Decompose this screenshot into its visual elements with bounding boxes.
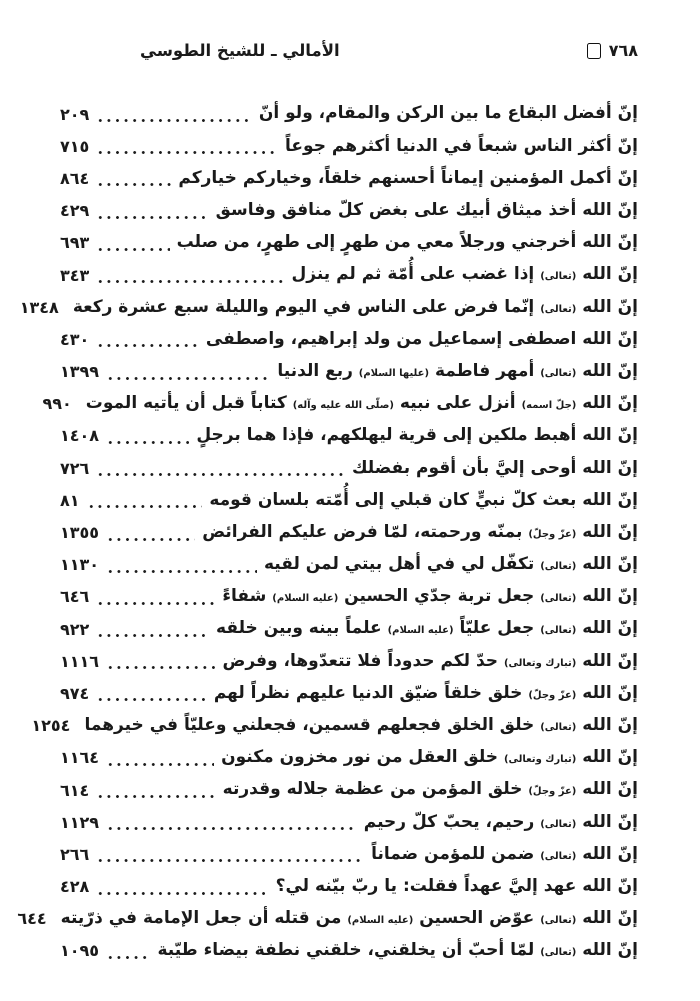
dot-leader — [96, 183, 171, 186]
dot-leader — [106, 441, 189, 444]
toc-entry-text: إنّ الله (تعالى) إنّما فرض على الناس في اليوم والليلة سبع عشرة ركعة — [72, 296, 638, 317]
toc-entry-page-number: ٤٣٠ — [60, 329, 90, 349]
book-title: الأمالي ـ للشيخ الطوسي — [140, 40, 340, 60]
toc-entry — [60, 645, 638, 677]
toc-entry — [60, 838, 638, 870]
dot-leader — [96, 698, 207, 701]
dot-leader — [106, 763, 214, 766]
dot-leader — [96, 344, 199, 347]
page-header — [60, 36, 638, 64]
toc-entry-text: إنّ الله (تعالى) عوّض الحسين (عليه السلام) من قتله أن جعل الإمامة في ذرّيته — [60, 908, 638, 929]
toc-entry — [60, 742, 638, 774]
toc-entry — [60, 613, 638, 645]
toc-entry-text: إنّ الله أوحى إليَّ بأن أقوم بفضلك — [351, 457, 638, 478]
toc-entry — [60, 677, 638, 709]
dot-leader — [106, 827, 357, 830]
toc-entry — [60, 806, 638, 838]
toc-entry — [60, 356, 638, 388]
toc-entry-text: إنّ الله (تعالى) لمّا أحبّ أن يخلقني، خلقني نطفة بيضاء طيّبة — [157, 940, 638, 961]
toc-entry — [60, 195, 638, 227]
toc-entry — [60, 130, 638, 162]
toc-entry — [60, 452, 638, 484]
dot-leader — [96, 473, 345, 476]
toc-entry-page-number: ١١١٦ — [60, 651, 100, 671]
dot-leader — [96, 795, 215, 798]
toc-entry-page-number: ١١٣٠ — [60, 555, 100, 575]
toc-entry-text: إنّ الله (عزّ وجلّ) خلق المؤمن من عظمة جلاله وقدرته — [222, 779, 638, 800]
toc-entry-text: إنّ الله أهبط ملكين إلى قرية ليهلكهم، فإذا هما برجلٍ — [196, 425, 638, 446]
toc-entry-text: إنّ الله اصطفى إسماعيل من ولد إبراهيم، واصطفى — [205, 328, 638, 349]
toc-entry-page-number: ٦١٤ — [60, 780, 90, 800]
toc-entry — [60, 323, 638, 355]
dot-leader — [106, 956, 150, 959]
toc-list — [17, 98, 638, 967]
toc-entry-page-number: ٢٦٦ — [60, 844, 90, 864]
toc-entry — [17, 903, 638, 935]
toc-entry-page-number: ٦٤٤ — [17, 909, 47, 929]
toc-entry-page-number: ١٠٩٥ — [60, 941, 100, 961]
dot-leader — [96, 602, 215, 605]
toc-entry-page-number: ١١٦٤ — [60, 748, 100, 768]
toc-entry — [60, 98, 638, 130]
toc-entry-text: إنّ الله (جلّ اسمه) أنزل على نبيه (صلّى الله عليه وآله) كتاباً قبل أن يأتيه الموت — [85, 393, 638, 414]
toc-entry-text: إنّ الله عهد إليَّ عهداً فقلت: يا ربّ بيّنه لي؟ — [275, 875, 638, 896]
toc-entry-page-number: ٦٤٦ — [60, 587, 90, 607]
dot-leader — [96, 634, 209, 637]
toc-entry-page-number: ١٣٤٨ — [19, 297, 59, 317]
toc-entry-page-number: ٩٩٠ — [42, 394, 72, 414]
toc-entry-page-number: ٩٢٢ — [60, 619, 90, 639]
square-marker-icon — [587, 43, 601, 59]
toc-entry — [19, 291, 638, 323]
toc-entry-page-number: ٨٦٤ — [60, 168, 90, 188]
toc-entry-text: إنّ أكمل المؤمنين إيماناً أحسنهم خلقاً، وخياركم خياركم — [178, 167, 638, 188]
toc-entry-text: إنّ الله أخرجني ورجلاً معي من طهرٍ إلى طهرٍ، من صلب — [176, 232, 638, 253]
dot-leader — [106, 570, 257, 573]
toc-entry-text: إنّ الله أخذ ميثاق أبيك على بغض كلّ منافق وفاسق — [215, 200, 638, 221]
toc-entry-page-number: ١٣٩٩ — [60, 362, 100, 382]
toc-entry-text: إنّ الله بعث كلّ نبيٍّ كان قبلي إلى أُمّته بلسان قومه — [209, 489, 638, 510]
dot-leader — [96, 280, 284, 283]
toc-entry-page-number: ٧١٥ — [60, 136, 90, 156]
toc-entry-text: إنّ الله (عزّ وجلّ) بمنّه ورحمته، لمّا فرض عليكم الفرائض — [202, 521, 638, 542]
toc-entry-text: إنّ الله (تعالى) جعل تربة جدّي الحسين (عليه السلام) شفاءً — [222, 586, 638, 607]
dot-leader — [87, 505, 203, 508]
toc-entry-text: إنّ الله (تبارك وتعالى) خلق العقل من نور مخزون مكنون — [221, 747, 638, 768]
toc-entry-text: إنّ الله (تعالى) إذا غضب على أُمّة ثم لم ينزل — [291, 264, 638, 285]
toc-entry-text: إنّ الله (تبارك وتعالى) حدّ لكم حدوداً فلا تتعدّوها، وفرض — [222, 650, 638, 671]
dot-leader — [96, 119, 252, 122]
dot-leader — [96, 216, 208, 219]
toc-entry — [60, 516, 638, 548]
toc-entry — [60, 420, 638, 452]
toc-entry — [60, 871, 638, 903]
page-number-block — [587, 41, 638, 60]
toc-entry-page-number: ٣٤٣ — [60, 265, 90, 285]
toc-entry-page-number: ١٣٥٥ — [60, 523, 100, 543]
toc-entry-page-number: ٦٩٣ — [60, 233, 90, 253]
toc-entry-text: إنّ الله (تعالى) أمهر فاطمة (عليها السلام) ربع الدنيا — [277, 360, 638, 381]
toc-entry — [31, 710, 638, 742]
dot-leader — [106, 538, 195, 541]
toc-entry-text: إنّ الله (تعالى) جعل عليّاً (عليه السلام) علماً بينه وبين خلقه — [216, 618, 638, 639]
toc-entry-page-number: ٧٢٦ — [60, 458, 90, 478]
dot-leader — [106, 377, 270, 380]
toc-entry — [42, 388, 638, 420]
toc-entry-text: إنّ الله (عزّ وجلّ) خلق خلقاً ضيّق الدنيا عليهم نظراً لهم — [213, 682, 638, 703]
toc-entry — [60, 774, 638, 806]
toc-entry — [60, 259, 638, 291]
toc-entry-text: إنّ الله (تعالى) تكفّل لي في أهل بيتي لمن لقيه — [263, 554, 638, 575]
toc-entry-page-number: ٤٢٩ — [60, 201, 90, 221]
dot-leader — [106, 666, 215, 669]
dot-leader — [96, 892, 268, 895]
toc-entry-page-number: ١١٢٩ — [60, 812, 100, 832]
toc-entry-page-number: ١٢٥٤ — [31, 716, 71, 736]
toc-entry-page-number: ٩٧٤ — [60, 683, 90, 703]
toc-entry-text: إنّ الله (تعالى) ضمن للمؤمن ضماناً — [371, 843, 638, 864]
toc-entry-page-number: ٨١ — [60, 490, 80, 510]
toc-entry-text: إنّ أفضل البقاع ما بين الركن والمقام، ولو أنّ — [258, 103, 638, 124]
dot-leader — [96, 151, 278, 154]
toc-entry-page-number: ٤٢٨ — [60, 877, 90, 897]
dot-leader — [96, 859, 364, 862]
toc-entry — [60, 581, 638, 613]
toc-entry-text: إنّ الله (تعالى) خلق الخلق فجعلهم قسمين، فجعلني وعليّاً في خيرهما — [84, 715, 638, 736]
toc-entry — [60, 549, 638, 581]
toc-entry-text: إنّ أكثر الناس شبعاً في الدنيا أكثرهم جوعاً — [285, 135, 638, 156]
toc-entry-page-number: ١٤٠٨ — [60, 426, 100, 446]
dot-leader — [96, 248, 169, 251]
page-number: ٧٦٨ — [608, 40, 638, 60]
toc-entry — [60, 227, 638, 259]
toc-entry — [60, 935, 638, 967]
toc-entry-text: إنّ الله (تعالى) رحيم، يحبّ كلّ رحيم — [363, 811, 638, 832]
toc-entry-page-number: ٢٠٩ — [60, 104, 90, 124]
toc-entry — [60, 484, 638, 516]
toc-entry — [60, 162, 638, 194]
